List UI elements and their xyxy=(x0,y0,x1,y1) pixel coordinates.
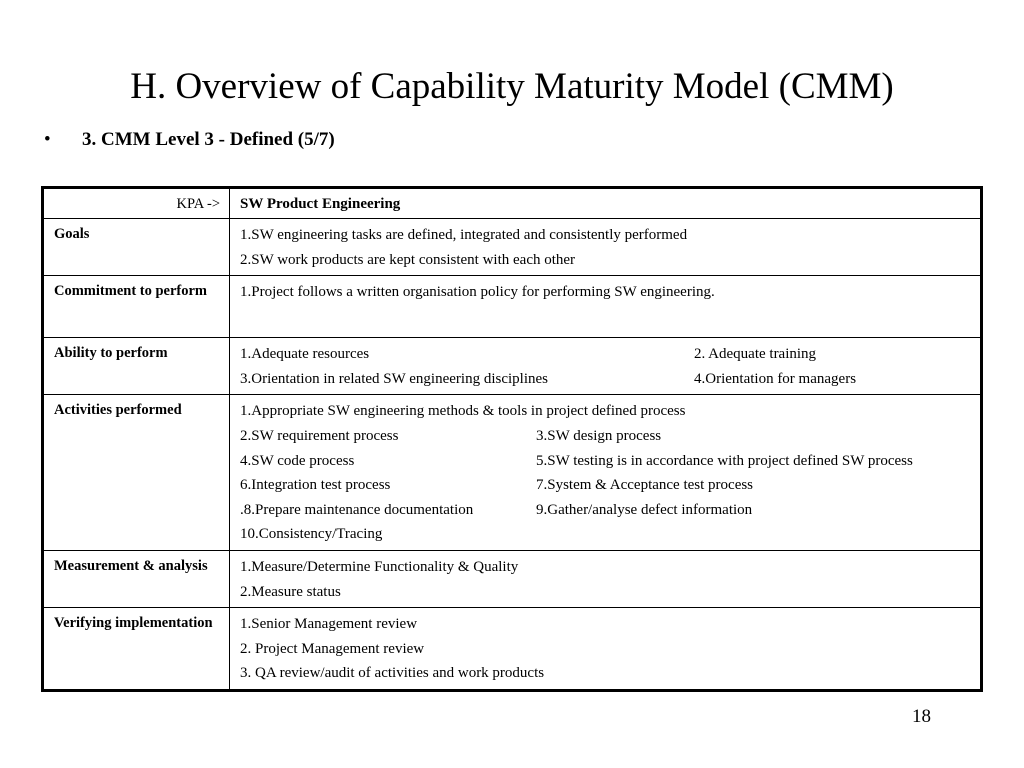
table-header-row xyxy=(43,188,982,219)
bullet-text: 3. CMM Level 3 - Defined (5/7) xyxy=(82,129,335,150)
commitment-line-1: 1.Project follows a written organisation policy for performing SW engineering. xyxy=(240,284,715,301)
activities-item-2: 2.SW requirement process xyxy=(240,427,399,444)
row-content-measurement xyxy=(230,550,982,607)
bullet-point xyxy=(44,127,335,153)
measurement-line-2: 2.Measure status xyxy=(240,583,341,600)
kpa-name-cell: SW Product Engineering xyxy=(230,188,982,219)
table-row-ability xyxy=(43,338,982,395)
row-label-measurement: Measurement & analysis xyxy=(43,550,230,607)
activities-item-7: 7.System & Acceptance test process xyxy=(536,477,754,494)
slide-title: H. Overview of Capability Maturity Model (CMM) xyxy=(130,66,894,107)
table-row-activities xyxy=(43,395,982,551)
activities-item-8: .8.Prepare maintenance documentation xyxy=(240,501,474,518)
activities-item-6: 6.Integration test process xyxy=(240,477,391,494)
row-label-ability: Ability to perform xyxy=(43,338,230,395)
verifying-line-2: 2. Project Management review xyxy=(240,640,425,657)
activities-item-3: 3.SW design process xyxy=(536,427,662,444)
verifying-line-1: 1.Senior Management review xyxy=(240,616,418,633)
activities-item-5: 5.SW testing is in accordance with project defined SW process xyxy=(536,452,913,469)
activities-line-5 xyxy=(240,499,972,524)
goals-line-1: 1.SW engineering tasks are defined, integrated and consistently performed xyxy=(240,227,688,243)
activities-line-2 xyxy=(240,425,972,450)
activities-item-10: 10.Consistency/Tracing xyxy=(240,526,383,543)
ability-item-2: 2. Adequate training xyxy=(694,346,817,363)
row-content-activities xyxy=(230,395,982,551)
row-label-commitment: Commitment to perform xyxy=(43,276,230,338)
kpa-table xyxy=(41,186,983,692)
verifying-line-3: 3. QA review/audit of activities and work products xyxy=(240,665,545,682)
row-content-verifying xyxy=(230,608,982,691)
table-row-commitment xyxy=(43,276,982,338)
activities-item-1: 1.Appropriate SW engineering methods & tools in project defined process xyxy=(240,403,686,420)
row-content-ability xyxy=(230,338,982,395)
activities-line-6 xyxy=(240,523,972,548)
kpa-header-cell: KPA -> xyxy=(43,188,230,219)
activities-item-4: 4.SW code process xyxy=(240,452,355,469)
activities-line-1 xyxy=(240,400,972,425)
goals-line-2: 2.SW work products are kept consistent with each other xyxy=(240,251,576,268)
table-row-measurement xyxy=(43,550,982,607)
activities-item-9: 9.Gather/analyse defect information xyxy=(536,501,753,518)
ability-item-1: 1.Adequate resources xyxy=(240,346,370,363)
bullet-icon: • xyxy=(44,129,51,150)
table-row-goals xyxy=(43,219,982,276)
row-content-commitment xyxy=(230,276,982,338)
ability-line-1 xyxy=(240,343,972,368)
ability-item-3: 3.Orientation in related SW engineering disciplines xyxy=(240,370,548,387)
activities-line-4 xyxy=(240,474,972,499)
row-label-goals: Goals xyxy=(43,219,230,276)
table-row-verifying xyxy=(43,608,982,691)
ability-line-2 xyxy=(240,368,972,393)
measurement-line-1: 1.Measure/Determine Functionality & Quality xyxy=(240,558,519,575)
ability-item-4: 4.Orientation for managers xyxy=(694,370,857,387)
activities-line-3 xyxy=(240,450,972,475)
row-label-activities: Activities performed xyxy=(43,395,230,551)
row-label-verifying: Verifying implementation xyxy=(43,608,230,691)
page-number: 18 xyxy=(912,706,931,727)
row-content-goals xyxy=(230,219,982,276)
